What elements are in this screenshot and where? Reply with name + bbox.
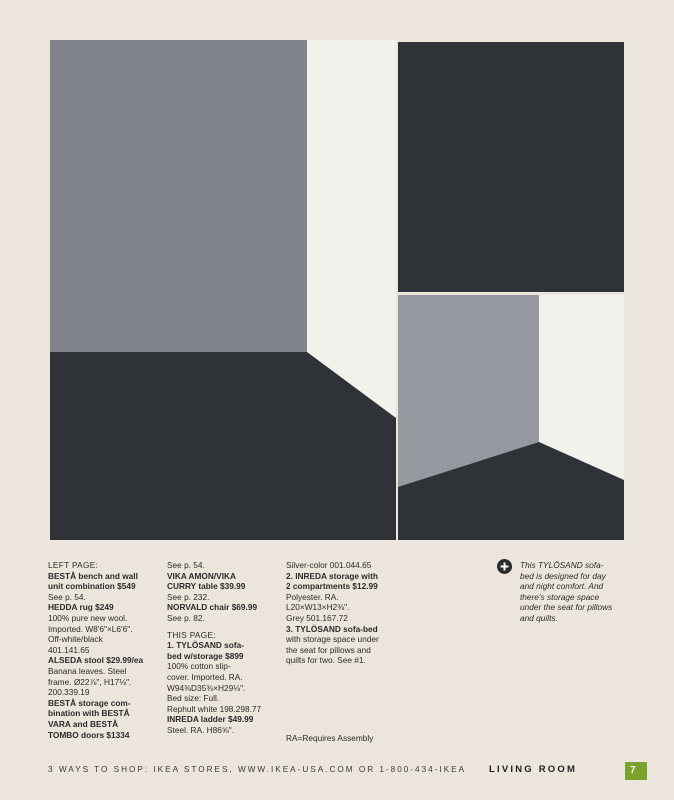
product-line: Rephult white 198.298.77 [167, 703, 262, 714]
product-line: BESTÅ bench and wall [48, 570, 138, 581]
section-title: LIVING ROOM [489, 764, 578, 775]
product-line: TOMBO doors $1334 [48, 729, 130, 740]
product-line: See p. 54. [48, 591, 86, 602]
product-line: unit combination $549 [48, 581, 136, 592]
product-line: CURRY table $39.99 [167, 581, 246, 592]
product-line: 1. TYLÖSAND sofa- [167, 640, 244, 651]
requires-assembly-note: RA=Requires Assembly [286, 733, 374, 743]
product-line: Off-white/black [48, 634, 103, 645]
product-line: 2. INREDA storage with [286, 570, 378, 581]
callout-line: there's storage space [520, 591, 600, 602]
product-line: VARA and BESTÅ [48, 718, 119, 729]
product-line: quilts for two. See #1. [286, 655, 366, 666]
product-line: the seat for pillows and [286, 644, 371, 655]
right-column [286, 560, 406, 666]
product-line: BESTÅ storage com- [48, 697, 131, 708]
middle-column [167, 560, 287, 736]
product-line: Silver-color 001.044.65 [286, 560, 372, 570]
page-number: 7 [625, 762, 647, 780]
product-line: L20×W13×H2⅜". [286, 602, 350, 613]
product-line: See p. 232. [167, 591, 210, 602]
product-line: bination with BESTÅ [48, 708, 130, 719]
product-line: W94⅜D35⅜×H29⅛". [167, 682, 246, 693]
product-line: 401.141.65 [48, 644, 90, 655]
product-line: Polyester. RA. [286, 591, 339, 602]
callout-line: and night comfort. And [520, 581, 604, 592]
product-line: 2 compartments $12.99 [286, 581, 378, 592]
callout-line: under the seat for pillows [520, 602, 613, 613]
product-line: See p. 82. [167, 612, 205, 623]
left-page-heading: LEFT PAGE: [48, 560, 99, 570]
product-line: See p. 54. [167, 560, 205, 570]
product-line: Bed size: Full. [167, 693, 220, 704]
painting-white-wedge [307, 40, 396, 418]
product-line: ALSEDA stool $29.99/ea [48, 655, 144, 666]
left-page-column [48, 560, 168, 740]
product-line: cover. Imported. RA. [167, 671, 243, 682]
callout-text [520, 560, 635, 624]
product-line: bed w/storage $899 [167, 650, 244, 661]
product-line: 3. TYLÖSAND sofa-bed [286, 623, 378, 634]
product-line: with storage space under [286, 634, 379, 645]
product-line: VIKA AMON/VIKA [167, 570, 236, 581]
plus-circle-icon [497, 559, 512, 574]
callout-line: and quilts. [520, 612, 558, 623]
product-line: Steel. RA. H86⅝". [167, 724, 235, 735]
product-line: Banana leaves. Steel [48, 665, 127, 676]
painting-dark-floor [50, 352, 396, 540]
product-line: Imported. W8'6"×L6'6". [48, 623, 133, 634]
callout-line: This TYLÖSAND sofa- [520, 560, 604, 570]
product-line: 100% pure new wool. [48, 612, 128, 623]
product-line: 200.339.19 [48, 687, 90, 698]
product-line: NORVALD chair $69.99 [167, 602, 258, 613]
product-line: frame. Ø22⅞", H17⅛". [48, 676, 132, 687]
this-page-heading: THIS PAGE: [167, 629, 216, 640]
shop-info-footer: 3 WAYS TO SHOP: IKEA STORES, WWW.IKEA-USA.COM OR 1-800-434-IKEA [48, 765, 467, 774]
product-line: 100% cotton slip- [167, 661, 231, 672]
painting-left-grey-block [50, 40, 307, 352]
product-line: HEDDA rug $249 [48, 602, 114, 613]
product-line: INREDA ladder $49.99 [167, 714, 254, 725]
product-line: Grey 501.167.72 [286, 612, 348, 623]
callout-line: bed is designed for day [520, 570, 606, 581]
abstract-painting [50, 40, 628, 545]
painting-right-dark-block [398, 42, 624, 292]
